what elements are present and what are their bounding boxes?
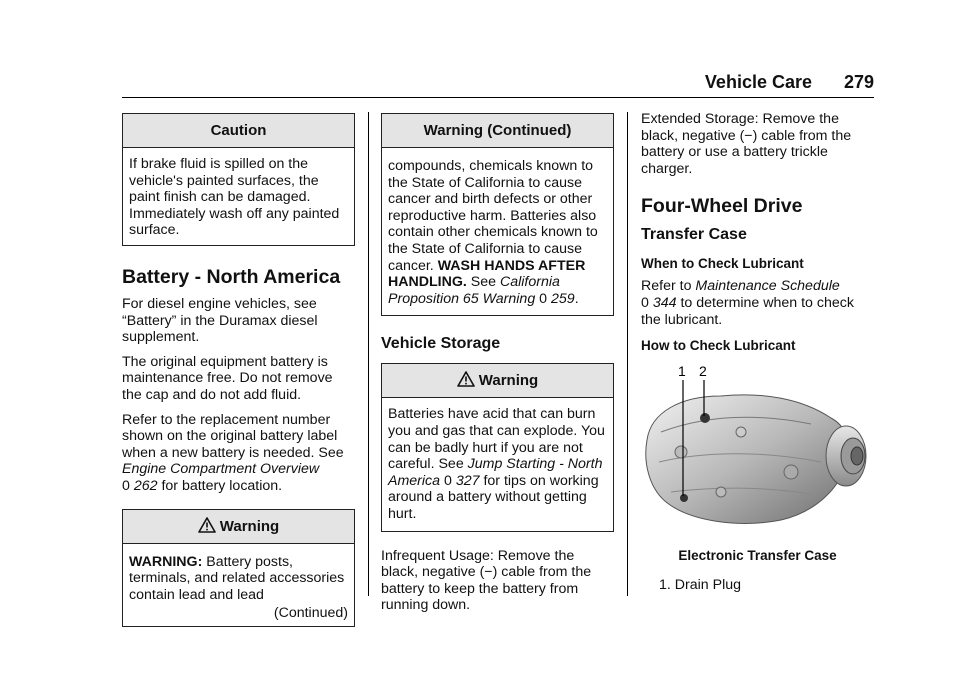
transfer-case-illustration bbox=[641, 362, 874, 542]
column-3 bbox=[641, 111, 874, 593]
engine-compartment-link[interactable]: Engine Compartment Overview bbox=[122, 461, 320, 478]
refer-to-text: Refer to bbox=[641, 278, 696, 295]
caution-text: If brake fluid is spilled on the vehicle's painted surfaces, the paint finish can be damaged. Immediately wash off any painted surface. bbox=[129, 156, 340, 239]
column-divider bbox=[627, 112, 628, 596]
warning-title bbox=[123, 510, 354, 544]
page-ref[interactable]: 344 bbox=[652, 294, 677, 311]
warning-text bbox=[123, 544, 354, 626]
four-wheel-drive-heading: Four-Wheel Drive bbox=[641, 195, 803, 218]
warning-box-2 bbox=[381, 363, 614, 531]
warning-body: Battery posts, terminals, and related accessories contain lead and lead bbox=[129, 553, 345, 603]
caution-box bbox=[122, 113, 355, 246]
warning-title-text-2: Warning bbox=[478, 372, 539, 390]
battery-p3 bbox=[122, 412, 355, 495]
warning-title-text: Warning bbox=[219, 517, 280, 535]
prop65-link[interactable]: California Proposition 65 Warning bbox=[388, 274, 560, 307]
page-number: 279 bbox=[843, 72, 874, 92]
warning-continued-title: Warning (Continued) bbox=[382, 114, 613, 148]
battery-heading: Battery - North America bbox=[122, 265, 341, 288]
callout-1: 1 bbox=[678, 363, 686, 380]
warning2-end: for tips on working around a battery without getting hurt. bbox=[388, 472, 599, 522]
when-to-check-end: to determine when to check the lubricant. bbox=[641, 294, 854, 328]
page-header bbox=[122, 70, 874, 98]
warning-continued-text bbox=[382, 148, 613, 315]
extended-storage: Extended Storage: Remove the black, negative (−) cable from the battery or use a battery trickle charger. bbox=[641, 111, 852, 177]
warning-box bbox=[122, 509, 355, 627]
warning-label: WARNING: bbox=[129, 553, 203, 570]
infrequent-usage: Infrequent Usage: Remove the black, negative (−) cable from the battery to keep the battery from running down. bbox=[381, 547, 592, 614]
battery-p3-end: for battery location. bbox=[157, 477, 283, 494]
battery-p1: For diesel engine vehicles, see “Battery” in the Duramax diesel supplement. bbox=[122, 295, 318, 346]
battery-p3-text: Refer to the replacement number shown on the original battery label when a new battery is needed. See bbox=[122, 411, 344, 461]
warning-triangle-icon bbox=[198, 517, 216, 533]
page-ref-arrow: 0 bbox=[641, 294, 649, 311]
section-title: Vehicle Care bbox=[704, 72, 812, 92]
warning-triangle-icon bbox=[457, 371, 475, 387]
column-2 bbox=[381, 113, 614, 622]
page-ref-arrow: 0 bbox=[539, 290, 548, 307]
column-divider bbox=[368, 112, 369, 596]
transfer-case-heading: Transfer Case bbox=[641, 226, 747, 244]
warning-title-2 bbox=[382, 364, 613, 398]
vehicle-storage-heading: Vehicle Storage bbox=[381, 335, 501, 353]
page-ref-arrow: 0 bbox=[444, 472, 452, 489]
caution-title: Caution bbox=[123, 114, 354, 148]
page-ref[interactable]: 259 bbox=[551, 290, 575, 307]
when-to-check-text bbox=[641, 278, 874, 328]
column-1 bbox=[122, 113, 355, 635]
list-item-drain-plug: 1. Drain Plug bbox=[659, 577, 742, 594]
battery-p2: The original equipment battery is maintenance free. Do not remove the cap and do not add fluid. bbox=[122, 353, 333, 403]
callout-2: 2 bbox=[699, 363, 707, 380]
maintenance-schedule-link[interactable]: Maintenance Schedule bbox=[695, 278, 840, 295]
period: . bbox=[574, 290, 579, 307]
when-to-check-heading: When to Check Lubricant bbox=[641, 256, 804, 272]
warning-continued-box bbox=[381, 113, 614, 316]
wash-hands-text: WASH HANDS AFTER HANDLING. bbox=[388, 257, 586, 291]
see-text: See bbox=[466, 274, 500, 291]
how-to-check-heading: How to Check Lubricant bbox=[641, 338, 796, 354]
continued-label: (Continued) bbox=[273, 605, 348, 622]
page-ref[interactable]: 327 bbox=[455, 472, 480, 489]
page-ref[interactable]: 262 bbox=[133, 477, 158, 494]
warning-continued-body: compounds, chemicals known to the State of California to cause cancer and birth defects or other reproductive harm. Batteries also contain other chemicals known to the State of California to cause cancer. bbox=[388, 158, 598, 274]
warning-text-2 bbox=[382, 398, 613, 530]
page-ref-arrow: 0 bbox=[122, 477, 130, 494]
figure-caption: Electronic Transfer Case bbox=[678, 548, 837, 564]
transfer-case-figure bbox=[641, 362, 874, 542]
jump-starting-link[interactable]: Jump Starting - North America bbox=[388, 456, 603, 489]
warning2-body: Batteries have acid that can burn you and gas that can explode. You can be badly hurt if you are not careful. See bbox=[388, 406, 605, 473]
